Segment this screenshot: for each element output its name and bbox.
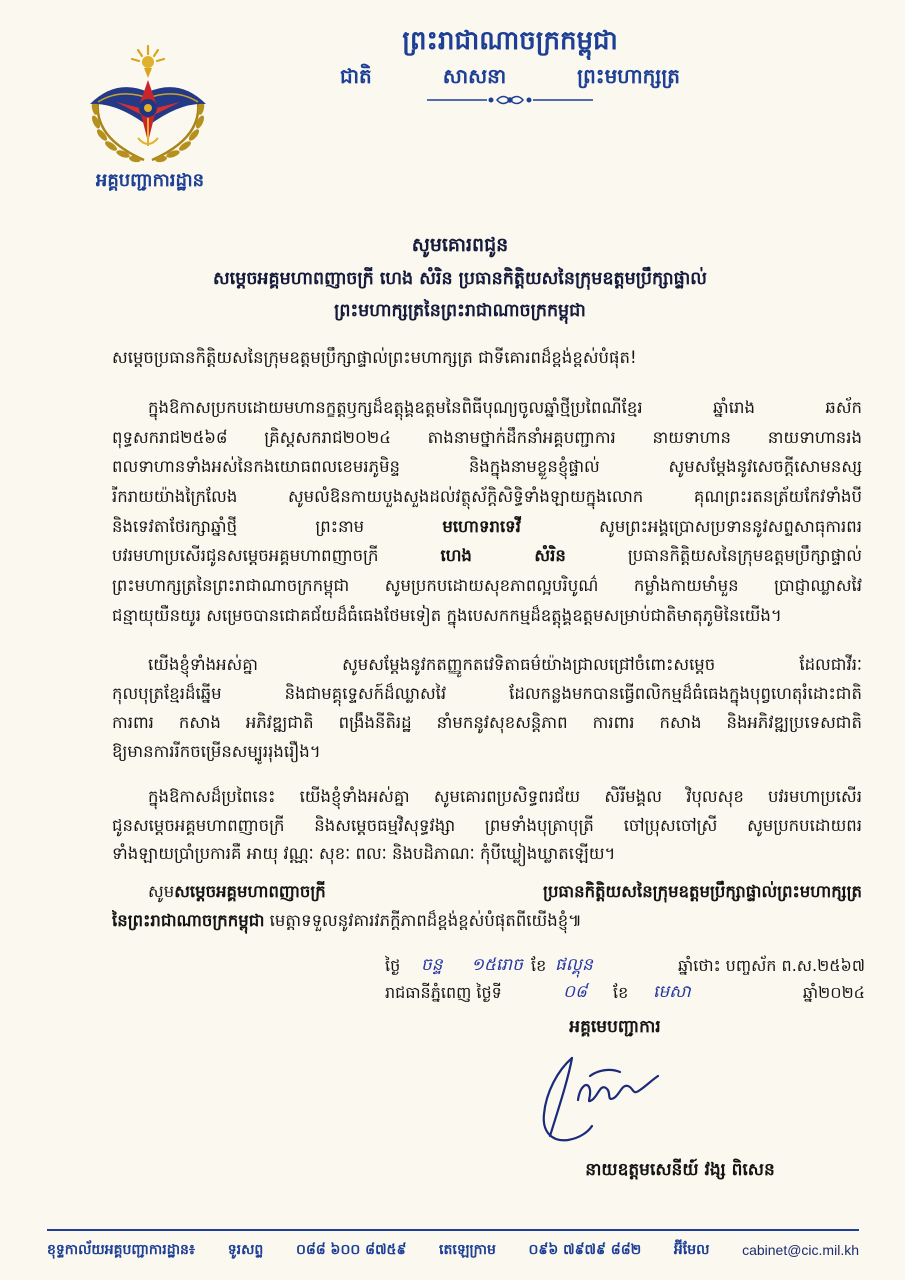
- paragraph-line: ការពារ កសាង អភិវឌ្ឍជាតិ ពង្រឹងនីតិរដ្ឋ នាំមកនូវសុខសន្តិភាព ការពារ កសាង និងអភិវឌ្ឍប្រទេសជាតិ: [112, 713, 862, 732]
- paragraph-line: [112, 906, 862, 935]
- month-label: ខែ: [613, 983, 629, 1002]
- organization-name: អគ្គបញ្ជាការដ្ឋាន: [95, 170, 205, 191]
- handwritten-weekday: ចន្ទ: [421, 955, 443, 975]
- military-emblem: [76, 42, 220, 168]
- kingdom-title: ព្រះរាជាណាចក្រកម្ពុជា: [402, 26, 618, 56]
- deity-name: មហោទរាទេវី: [442, 516, 521, 536]
- paragraph-2: [112, 650, 862, 766]
- line-text: សូមព្រះអង្គប្រោសប្រទាននូវសព្ទសាធុការពរ: [520, 516, 862, 536]
- motto-king: ព្រះមហាក្សត្រ: [577, 64, 680, 88]
- sun-icon: [132, 46, 164, 78]
- addressee-line-1: សម្តេចអគ្គមហាពញាចក្រី ហេង សំរិន ប្រធានកិត្តិយសនៃក្រុមឧត្តមប្រឹក្សាផ្ទាល់: [213, 269, 707, 289]
- recipient-title: នៃព្រះរាជាណាចក្រកម្ពុជា: [112, 911, 265, 930]
- footer-contact: [47, 1238, 859, 1262]
- paragraph-line: យើងខ្ញុំទាំងអស់គ្នា សូមសម្តែងនូវកតញ្ញូកតវេទិតាធម៌យ៉ាងជ្រាលជ្រៅចំពោះសម្តេច ដែលជាវីរៈ: [148, 655, 862, 674]
- line-text: មេត្តាទទួលនូវគារវភក្តីភាពដ៏ខ្ពង់ខ្ពស់បំផុតពីយើងខ្ញុំ៕: [264, 911, 582, 930]
- anchor-icon: [138, 118, 158, 146]
- paragraph-line: [112, 512, 862, 542]
- date-prefix: ថ្ងៃ: [385, 956, 401, 975]
- line-text: និងទេវតាថែរក្សាឆ្នាំថ្មី ព្រះនាម: [112, 516, 443, 536]
- paragraph-line: ជូនសម្តេចអគ្គមហាពញាចក្រី និងសម្តេចធម្មវិសុទ្ធវង្សា ព្រមទាំងបុត្រាបុត្រី ចៅប្រុសចៅស្រី សូមប្រកបដោយពរ: [112, 815, 862, 835]
- header-divider-ornament: [425, 92, 595, 108]
- footer-email: cabinet@cic.mil.kh: [742, 1242, 859, 1258]
- paragraph-line: ក្នុងឱកាសប្រកបដោយមហានក្ខត្តឫក្សដ៏ឧត្តុង្គឧត្តមនៃពិធីបុណ្យចូលឆ្នាំថ្មីប្រពៃណីខ្មែរ ឆ្នាំរោង ឆស័ក: [148, 398, 862, 417]
- paragraph-line: [112, 541, 862, 571]
- lunar-year: ឆ្នាំថោះ បញ្ចស័ក ព.ស.២៥៦៧: [678, 956, 865, 975]
- paragraph-line: ទាំងឡាយប្រាំប្រការគឺ អាយុ វណ្ណៈ សុខៈ ពលៈ និងបដិភាណៈ កុំបីឃ្លៀងឃ្លាតឡើយ។: [112, 844, 616, 863]
- solar-date-line: [385, 979, 865, 1006]
- footer-phone: ០៨៨ ៦០០ ៨៧៥៩: [295, 1242, 407, 1258]
- paragraph-3: [112, 783, 862, 869]
- footer-telegram: ០៩៦ ៧៩៧៩ ៨៨២: [528, 1242, 642, 1258]
- paragraph-line: រីករាយយ៉ាងក្រៃលែង សូមលំឱនកាយបួងសួងដល់វត្ថុស័ក្តិសិទ្ធិទាំងឡាយក្នុងលោក គុណព្រះរតនត្រ័យកែវទាំងបី: [112, 487, 862, 507]
- recipient-title: សម្តេចអគ្គមហាពញាចក្រី ប្រធានកិត្តិយសនៃក្រុមឧត្តមប្រឹក្សាផ្ទាល់ព្រះមហាក្សត្រ: [174, 882, 862, 901]
- paragraph-line: ជន្មាយុយឺនយូរ សម្រេចបានជោគជ័យដ៏ធំធេងថែមទៀត ក្នុងបេសកកម្មដ៏ឧត្តុង្គឧត្តមសម្រាប់ជាតិមាតុភូមិនៃយើង។: [112, 605, 782, 625]
- paragraph-line: កុលបុត្រខ្មែរដ៏ឆ្នើម និងជាមគ្គុទ្ទេសក៍ដ៏ឈ្លាសវៃ ដែលកន្លងមកបានធ្វើពលិកម្មដ៏ធំធេងក្នុងបុព្វហេតុរំដោះជាតិ: [112, 684, 862, 703]
- handwritten-day: ០៨: [563, 982, 588, 1002]
- greeting-heading: សូមគោរពជូន: [411, 234, 509, 256]
- motto-nation: ជាតិ: [340, 64, 372, 88]
- recipient-name: ហេង សំរិន: [440, 546, 566, 566]
- line-text: ប្រធានកិត្តិយសនៃក្រុមឧត្តមប្រឹក្សាផ្ទាល់: [565, 546, 862, 566]
- handwritten-month: មេសា: [653, 982, 691, 1002]
- signatory-title: អគ្គមេបញ្ជាការ: [569, 1017, 661, 1037]
- line-text: សូម: [148, 882, 175, 901]
- footer-divider: [47, 1229, 859, 1231]
- salutation: សម្តេចប្រធានកិត្តិយសនៃក្រុមឧត្តមប្រឹក្សាផ្ទាល់ព្រះមហាក្សត្រ ជាទីគោរពដ៏ខ្ពង់ខ្ពស់បំផុត!: [112, 348, 637, 367]
- paragraph-line: ឱ្យមានការរីកចម្រើនសម្បូររុងរឿង។: [112, 742, 321, 761]
- national-motto: [340, 60, 680, 92]
- footer-phone-label: ទូរសព្ទ: [227, 1242, 264, 1258]
- lunar-date-line: [385, 952, 865, 979]
- addressee-line-2: ព្រះមហាក្សត្រនៃព្រះរាជាណាចក្រកម្ពុជា: [334, 301, 586, 321]
- paragraph-line: ពលទាហានទាំងអស់នៃកងយោធពលខេមរភូមិន្ទ និងក្នុងនាមខ្លួនខ្ញុំផ្ទាល់ សូមសម្តែងនូវសេចក្តីសោមនស្ស: [112, 457, 862, 477]
- paragraph-line: ពុទ្ធសករាជ២៥៦៨ គ្រិស្តសករាជ២០២៤ តាងនាមថ្នាក់ដឹកនាំអគ្គបញ្ជាការ នាយទាហាន នាយទាហានរង: [112, 427, 862, 447]
- paragraph-line: [112, 877, 862, 906]
- closing-paragraph: [112, 877, 862, 935]
- footer-office: ខុទ្ទកាល័យអគ្គបញ្ជាការដ្ឋាន៖: [47, 1242, 196, 1258]
- paragraph-line: ក្នុងឱកាសដ៏ប្រពៃនេះ យើងខ្ញុំទាំងអស់គ្នា សូមគោរពប្រសិទ្ធពរជ័យ សិរីមង្គល វិបុលសុខ បវរមហាប្រសើរ: [148, 787, 862, 806]
- handwritten-lunar-month: ផល្គុន: [555, 955, 593, 975]
- footer-telegram-label: តេឡេក្រាម: [439, 1242, 496, 1258]
- place-and-day-label: រាជធានីភ្នំពេញ ថ្ងៃទី: [385, 983, 502, 1002]
- handwritten-lunar-day: ១៥រោច: [471, 955, 523, 975]
- line-text: បវរមហាប្រសើរជូនសម្តេចអគ្គមហាពញាចក្រី: [112, 546, 441, 566]
- motto-religion: សាសនា: [442, 64, 507, 88]
- handwritten-signature: [528, 1040, 668, 1150]
- paragraph-1: [112, 393, 862, 631]
- signatory-name: នាយឧត្តមសេនីយ៍ វង្ស ពិសេន: [585, 1160, 775, 1180]
- month-label: ខែ: [531, 956, 547, 975]
- footer-email-label: អ៊ីមែល: [673, 1242, 710, 1258]
- solar-year: ឆ្នាំ២០២៤: [802, 983, 865, 1002]
- paragraph-line: ព្រះមហាក្សត្រនៃព្រះរាជាណាចក្រកម្ពុជា សូមប្រកបដោយសុខភាពល្អបរិបូណ៌ កម្លាំងកាយមាំមួន ប្រាជ្ញាឈ្លាសវៃ: [112, 576, 862, 596]
